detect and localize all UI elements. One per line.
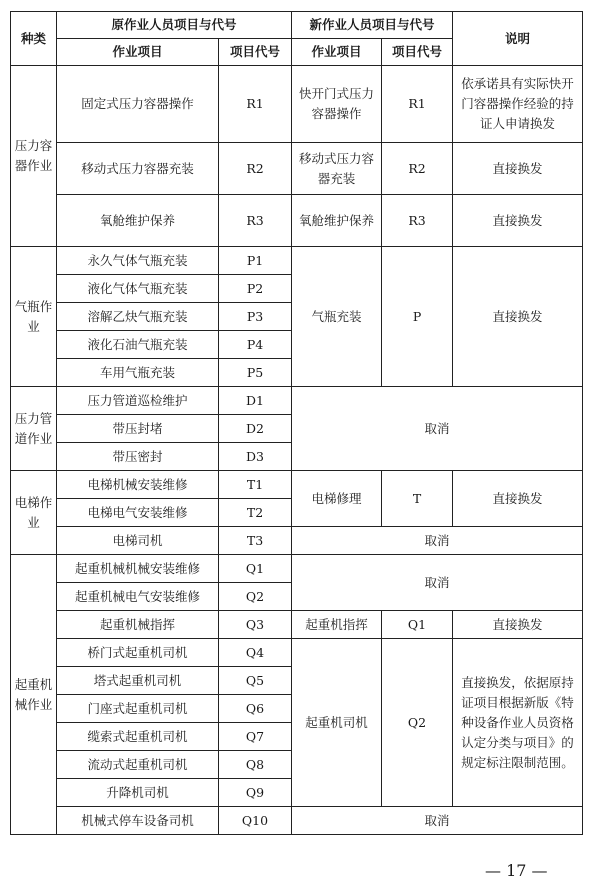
old-code: Q1: [219, 555, 292, 583]
old-code: T3: [219, 527, 292, 555]
category-pressure-vessel: 压力容器作业: [11, 66, 57, 247]
new-item: 移动式压力容器充装: [292, 143, 382, 195]
old-item: 起重机械机械安装维修: [57, 555, 219, 583]
old-item: 桥门式起重机司机: [57, 639, 219, 667]
old-item: 电梯机械安装维修: [57, 471, 219, 499]
new-code: P: [382, 247, 453, 387]
note: 依承诺具有实际快开门容器操作经验的持证人申请换发: [453, 66, 583, 143]
old-code: Q3: [219, 611, 292, 639]
note: 直接换发: [453, 611, 583, 639]
old-code: P2: [219, 275, 292, 303]
category-pressure-pipe: 压力管道作业: [11, 387, 57, 471]
new-code: R1: [382, 66, 453, 143]
old-item: 液化气体气瓶充装: [57, 275, 219, 303]
old-code: Q6: [219, 695, 292, 723]
old-item: 机械式停车设备司机: [57, 807, 219, 835]
new-code: Q1: [382, 611, 453, 639]
old-code: D1: [219, 387, 292, 415]
old-code: Q5: [219, 667, 292, 695]
category-elevator: 电梯作业: [11, 471, 57, 555]
note: 直接换发: [453, 195, 583, 247]
old-item: 带压封堵: [57, 415, 219, 443]
new-code: R2: [382, 143, 453, 195]
old-code: Q2: [219, 583, 292, 611]
old-item: 永久气体气瓶充装: [57, 247, 219, 275]
old-item: 升降机司机: [57, 779, 219, 807]
conversion-table: [10, 11, 583, 835]
new-code: Q2: [382, 639, 453, 807]
old-item: 固定式压力容器操作: [57, 66, 219, 143]
old-code: Q10: [219, 807, 292, 835]
old-code: P5: [219, 359, 292, 387]
new-item: 氧舱维护保养: [292, 195, 382, 247]
header-old-code: 项目代号: [219, 39, 292, 66]
old-code: D2: [219, 415, 292, 443]
header-category: 种类: [11, 12, 57, 66]
cancel-cell: 取消: [292, 807, 583, 835]
page-number: — 17 —: [485, 861, 548, 880]
old-item: 缆索式起重机司机: [57, 723, 219, 751]
header-new-group: 新作业人员项目与代号: [292, 12, 453, 39]
note: 直接换发: [453, 247, 583, 387]
old-item: 塔式起重机司机: [57, 667, 219, 695]
old-item: 溶解乙炔气瓶充装: [57, 303, 219, 331]
old-code: P1: [219, 247, 292, 275]
header-explain: 说明: [453, 12, 583, 66]
cancel-cell: 取消: [292, 527, 583, 555]
cancel-cell: 取消: [292, 555, 583, 611]
old-item: 移动式压力容器充装: [57, 143, 219, 195]
old-item: 电梯司机: [57, 527, 219, 555]
old-code: T2: [219, 499, 292, 527]
old-item: 氧舱维护保养: [57, 195, 219, 247]
header-old-item: 作业项目: [57, 39, 219, 66]
header-old-group: 原作业人员项目与代号: [57, 12, 292, 39]
old-code: Q8: [219, 751, 292, 779]
old-item: 门座式起重机司机: [57, 695, 219, 723]
old-code: Q7: [219, 723, 292, 751]
new-item: 快开门式压力容器操作: [292, 66, 382, 143]
new-code: T: [382, 471, 453, 527]
old-item: 带压密封: [57, 443, 219, 471]
old-item: 起重机械指挥: [57, 611, 219, 639]
old-code: R2: [219, 143, 292, 195]
old-item: 流动式起重机司机: [57, 751, 219, 779]
old-item: 压力管道巡检维护: [57, 387, 219, 415]
old-code: T1: [219, 471, 292, 499]
category-crane: 起重机械作业: [11, 555, 57, 835]
old-code: P3: [219, 303, 292, 331]
old-code: R3: [219, 195, 292, 247]
note: 直接换发: [453, 143, 583, 195]
old-code: P4: [219, 331, 292, 359]
old-item: 液化石油气瓶充装: [57, 331, 219, 359]
new-code: R3: [382, 195, 453, 247]
new-item: 起重机指挥: [292, 611, 382, 639]
old-item: 电梯电气安装维修: [57, 499, 219, 527]
note: 直接换发: [453, 471, 583, 527]
old-code: R1: [219, 66, 292, 143]
old-code: Q9: [219, 779, 292, 807]
new-item: 起重机司机: [292, 639, 382, 807]
new-item: 气瓶充装: [292, 247, 382, 387]
old-item: 车用气瓶充装: [57, 359, 219, 387]
header-new-item: 作业项目: [292, 39, 382, 66]
cancel-cell: 取消: [292, 387, 583, 471]
category-gas-cylinder: 气瓶作业: [11, 247, 57, 387]
old-code: Q4: [219, 639, 292, 667]
old-code: D3: [219, 443, 292, 471]
header-new-code: 项目代号: [382, 39, 453, 66]
note: 直接换发，依据原持证项目根据新版《特种设备作业人员资格认定分类与项目》的规定标注限制范围。: [453, 639, 583, 807]
new-item: 电梯修理: [292, 471, 382, 527]
old-item: 起重机械电气安装维修: [57, 583, 219, 611]
